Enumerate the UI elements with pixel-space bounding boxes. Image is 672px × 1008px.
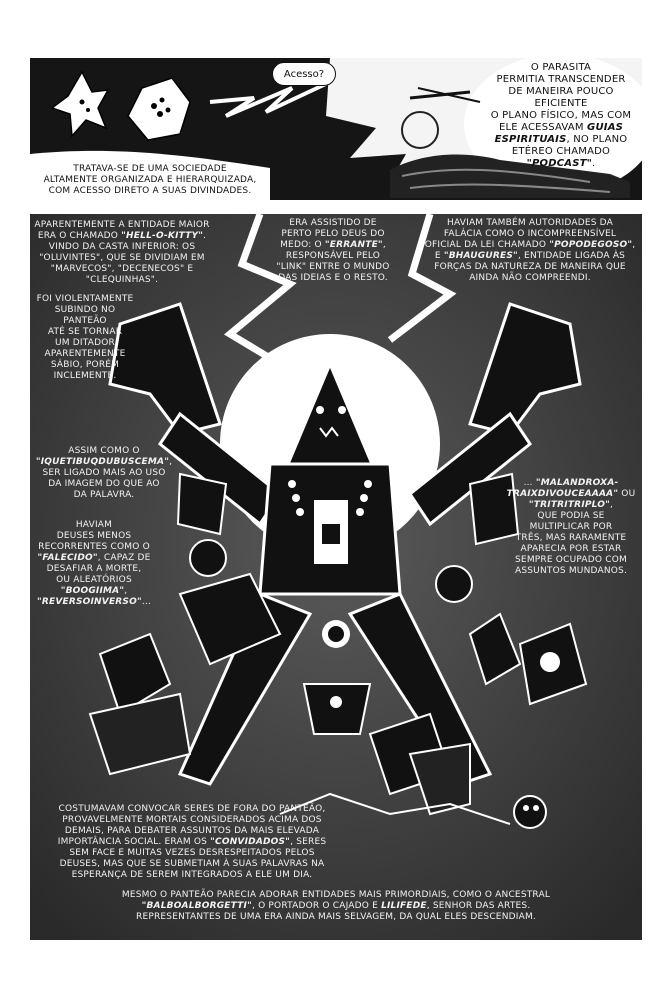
caption-convidados: COSTUMAVAM CONVOCAR SERES DE FORA DO PANTEÃO, PROVAVELMENTE MORTAIS CONSIDERADOS ACIMA DOS DEMAIS, PARA DEBATER ASSUNTOS DA MAIS ELEVADA IMPORTÂNCIA SOCIAL. ERAM OS "CONVIDADOS", SERES SEM FACE E MUITAS VEZES DESRESPEITADOS PELOS DEUSES, MAS QUE SE SUBMETIAM À SUAS PALAVRAS NA ESPERANÇA DE SEREM INTEGRADOS A ELE UM DIA. — [57, 804, 327, 880]
caption-society: TRATAVA-SE DE UMA SOCIEDADE ALTAMENTE ORGANIZADA E HIERARQUIZADA, COM ACESSO DIRETO A SUAS DIVINDADES. — [43, 164, 257, 196]
caption-errante: ERA ASSISTIDO DE PERTO PELO DEUS DO MEDO: O "ERRANTE", RESPONSÁVEL PELO "LINK" ENTRE O MUNDO DAS IDEIAS E O RESTO. — [276, 218, 390, 283]
pantheon-panel — [30, 214, 642, 940]
speech-bubble — [272, 62, 336, 86]
speech-bubble-text: Acesso? — [283, 68, 325, 80]
caption-malandroxa: ... "MALANDROXA- TRAIXDIVOUCEAAAA" OU "TRITRITRIPLO", QUE PODIA SE MULTIPLICAR POR TRÊS, MAS RARAMENTE APARECIA POR ESTAR SEMPRE OCUPADO COM ASSUNTOS MUNDANOS. — [506, 478, 636, 576]
caption-falecido: HAVIAM DEUSES MENOS RECORRENTES COMO O "FALECIDO", CAPAZ DE DESAFIAR A MORTE, OU ALEATÓRIOS "BOOGIIMA", "REVERSOINVERSO"... — [36, 520, 152, 607]
caption-parasita: O PARASITA PERMITIA TRANSCENDER DE MANEIRA POUCO EFICIENTE O PLANO FÍSICO, MAS COM ELE ACESSAVAM GUIAS ESPIRITUAIS, NO PLANO ETÉREO CHAMADO "PODCAST". — [490, 62, 632, 169]
top-panel — [30, 58, 642, 200]
caption-balboalborgetti: MESMO O PANTEÃO PARECIA ADORAR ENTIDADES MAIS PRIMORDIAIS, COMO O ANCESTRAL "BALBOALBORGETTI", O PORTADOR O CAJADO E LILIFEDE, SENHOR DAS ARTES. REPRESENTANTES DE UMA ERA AINDA MAIS SELVAGEM, DA QUAL ELES DESCENDIAM. — [121, 890, 551, 922]
caption-violent: FOI VIOLENTAMENTE SUBINDO NO PANTEÃO ATÉ SE TORNAR UM DITADOR APARENTEMENTE SÁBIO, PORÉM INCLEMENTE. — [36, 294, 134, 381]
caption-hello-kitty: APARENTEMENTE A ENTIDADE MAIOR ERA O CHAMADO "HELL-O-KITTY". VINDO DA CASTA INFERIOR: OS "OLUVINTES", QUE SE DIVIDIAM EM "MARVECOS", "DECENECOS" E "CLEQUINHAS". — [34, 220, 210, 285]
caption-iquetibuq: ASSIM COMO O "IQUETIBUQDUBUSCEMA", SER LIGADO MAIS AO USO DA IMAGEM DO QUE AO DA PALAVRA. — [35, 446, 173, 500]
caption-popodegoso: HAVIAM TAMBÉM AUTORIDADES DA FALÁCIA COMO O INCOMPREENSÍVEL OFICIAL DA LEI CHAMADO "POPODEGOSO", E "BHAUGURES", ENTIDADE LIGADA ÀS FORÇAS DA NATUREZA DE MANEIRA QUE AINDA NÃO COMPREENDI. — [424, 218, 636, 283]
